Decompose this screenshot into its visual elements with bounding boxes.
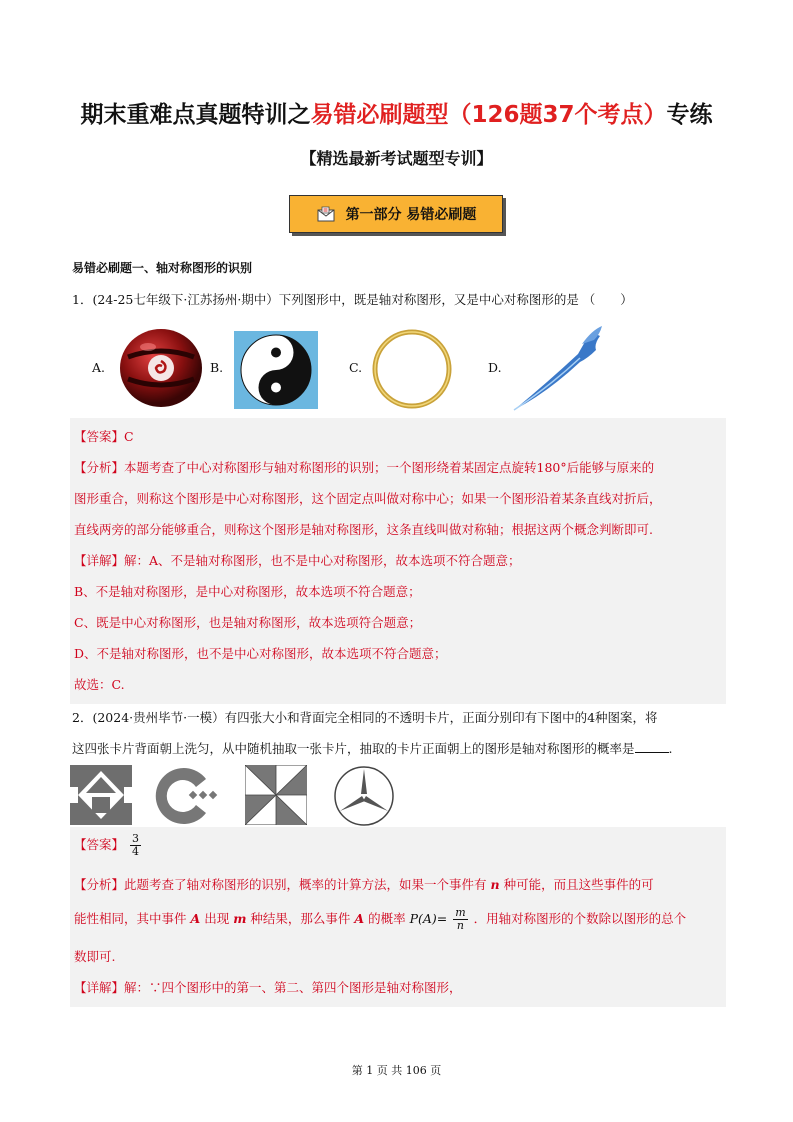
- var-m: m: [233, 911, 247, 926]
- var-n: n: [490, 877, 500, 892]
- detail-text: 解：∵四个图形中的第一、第二、第四个图形是轴对称图形，: [124, 980, 462, 995]
- question-2-stem-text: 这四张卡片背面朝上洗匀，从中随机抽取一张卡片，抽取的卡片正面朝上的图形是轴对称图形的概率是: [72, 741, 635, 756]
- part-banner-label: 第一部分 易错必刷题: [345, 207, 477, 223]
- option-b-label: B.: [210, 360, 224, 375]
- var-a: A: [190, 911, 201, 926]
- option-c-label: C.: [349, 360, 363, 375]
- page-title: [0, 96, 793, 129]
- analysis-tag: 【分析】: [74, 460, 125, 475]
- answer-tag: 【答案】: [74, 837, 125, 852]
- q1-detail-line-1: [74, 551, 521, 569]
- analysis-text: 的概率: [368, 911, 406, 926]
- q2-analysis-line-2: [74, 907, 686, 932]
- title-highlight: 易错必刷题型（126题37个考点）: [310, 102, 667, 128]
- analysis-text: 种结果，那么事件: [250, 911, 351, 926]
- q1-analysis-line-2: 图形重合，则称这个图形是中心对称图形，这个固定点叫做对称中心；如果一个图形沿着某条直线对折后，: [74, 491, 662, 506]
- formula-numerator: m: [455, 906, 466, 919]
- section-title: 易错必刷题一、轴对称图形的识别: [72, 261, 253, 275]
- q1-analysis-line-1: [74, 458, 654, 476]
- answer-tag: 【答案】: [74, 429, 125, 444]
- analysis-text: 本题考查了中心对称图形与轴对称图形的识别；一个图形绕着某固定点旋转180°后能够与原来的: [124, 460, 655, 475]
- figure-3-image: [245, 765, 307, 825]
- option-b-image: [234, 331, 318, 409]
- answer-numerator: 3: [132, 832, 139, 845]
- question-2-figures: [70, 765, 410, 827]
- figure-2-image: [150, 765, 220, 827]
- detail-text: 解：A、不是轴对称图形，也不是中心对称图形，故本选项不符合题意；: [124, 553, 521, 568]
- envelope-icon: [316, 205, 336, 223]
- detail-tag: 【详解】: [74, 980, 125, 995]
- detail-tag: 【详解】: [74, 553, 125, 568]
- var-a: A: [354, 911, 365, 926]
- answer-value: C: [124, 429, 134, 444]
- question-1-options: [0, 322, 793, 414]
- analysis-text: ．用轴对称图形的个数除以图形的总个: [473, 911, 687, 926]
- formula-lhs: P(A)=: [409, 911, 448, 926]
- answer-denominator: 4: [132, 845, 139, 858]
- part-banner: [289, 195, 503, 233]
- title-part3: 专练: [666, 102, 713, 128]
- figure-1-image: [70, 765, 132, 825]
- q1-detail-line-5: 故选：C.: [74, 677, 125, 692]
- answer-fraction: [130, 833, 141, 858]
- q2-answer-line: [74, 833, 143, 858]
- question-2-answer-box: [70, 827, 726, 1007]
- figure-4-image: [332, 765, 396, 827]
- page-subtitle: 【精选最新考试题型专训】: [300, 149, 493, 168]
- question-1-answer-box: [70, 418, 726, 704]
- analysis-text: 能性相同，其中事件: [74, 911, 187, 926]
- analysis-text: 此题考查了轴对称图形的识别，概率的计算方法，如果一个事件有: [124, 877, 487, 892]
- formula-denominator: n: [456, 919, 465, 932]
- title-part1: 期末重难点真题特训之: [80, 102, 311, 128]
- q2-analysis-line-1: [74, 875, 654, 893]
- q1-detail-line-3: C、既是中心对称图形，也是轴对称图形，故本选项符合题意；: [74, 615, 422, 630]
- option-d-label: D.: [488, 360, 502, 375]
- question-2-stem-line-1: 2．(2024·贵州毕节·一模）有四张大小和背面完全相同的不透明卡片，正面分别印有下图中的4种图案，将: [72, 710, 658, 725]
- analysis-text: 种可能，而且这些事件的可: [503, 877, 654, 892]
- q1-answer-line: [74, 427, 134, 445]
- analysis-tag: 【分析】: [74, 877, 125, 892]
- question-2-stem-line-2: 这四张卡片背面朝上洗匀，从中随机抽取一张卡片，抽取的卡片正面朝上的图形是轴对称图形的概率是 .: [72, 741, 673, 756]
- q1-analysis-line-3: 直线两旁的部分能够重合，则称这个图形是轴对称图形，这条直线叫做对称轴；根据这两个概念判断即可.: [74, 522, 653, 537]
- q2-analysis-line-3: 数即可.: [74, 949, 116, 964]
- q1-detail-line-2: B、不是轴对称图形，是中心对称图形，故本选项不符合题意；: [74, 584, 421, 599]
- option-c-image: [370, 327, 454, 411]
- answer-blank: [635, 740, 669, 753]
- analysis-text: 出现: [204, 911, 230, 926]
- option-a-image: [118, 327, 204, 409]
- question-1-stem: 1．(24-25七年级下·江苏扬州·期中）下列图形中，既是轴对称图形，又是中心对称图形的是 （ ）: [72, 292, 633, 307]
- q2-detail-line-1: [74, 978, 462, 996]
- q1-detail-line-4: D、不是轴对称图形，也不是中心对称图形，故本选项不符合题意；: [74, 646, 447, 661]
- formula-fraction: [453, 907, 467, 932]
- page-footer: 第 1 页 共 106 页: [351, 1064, 442, 1077]
- option-d-image: [508, 322, 608, 414]
- option-a-label: A.: [92, 360, 106, 375]
